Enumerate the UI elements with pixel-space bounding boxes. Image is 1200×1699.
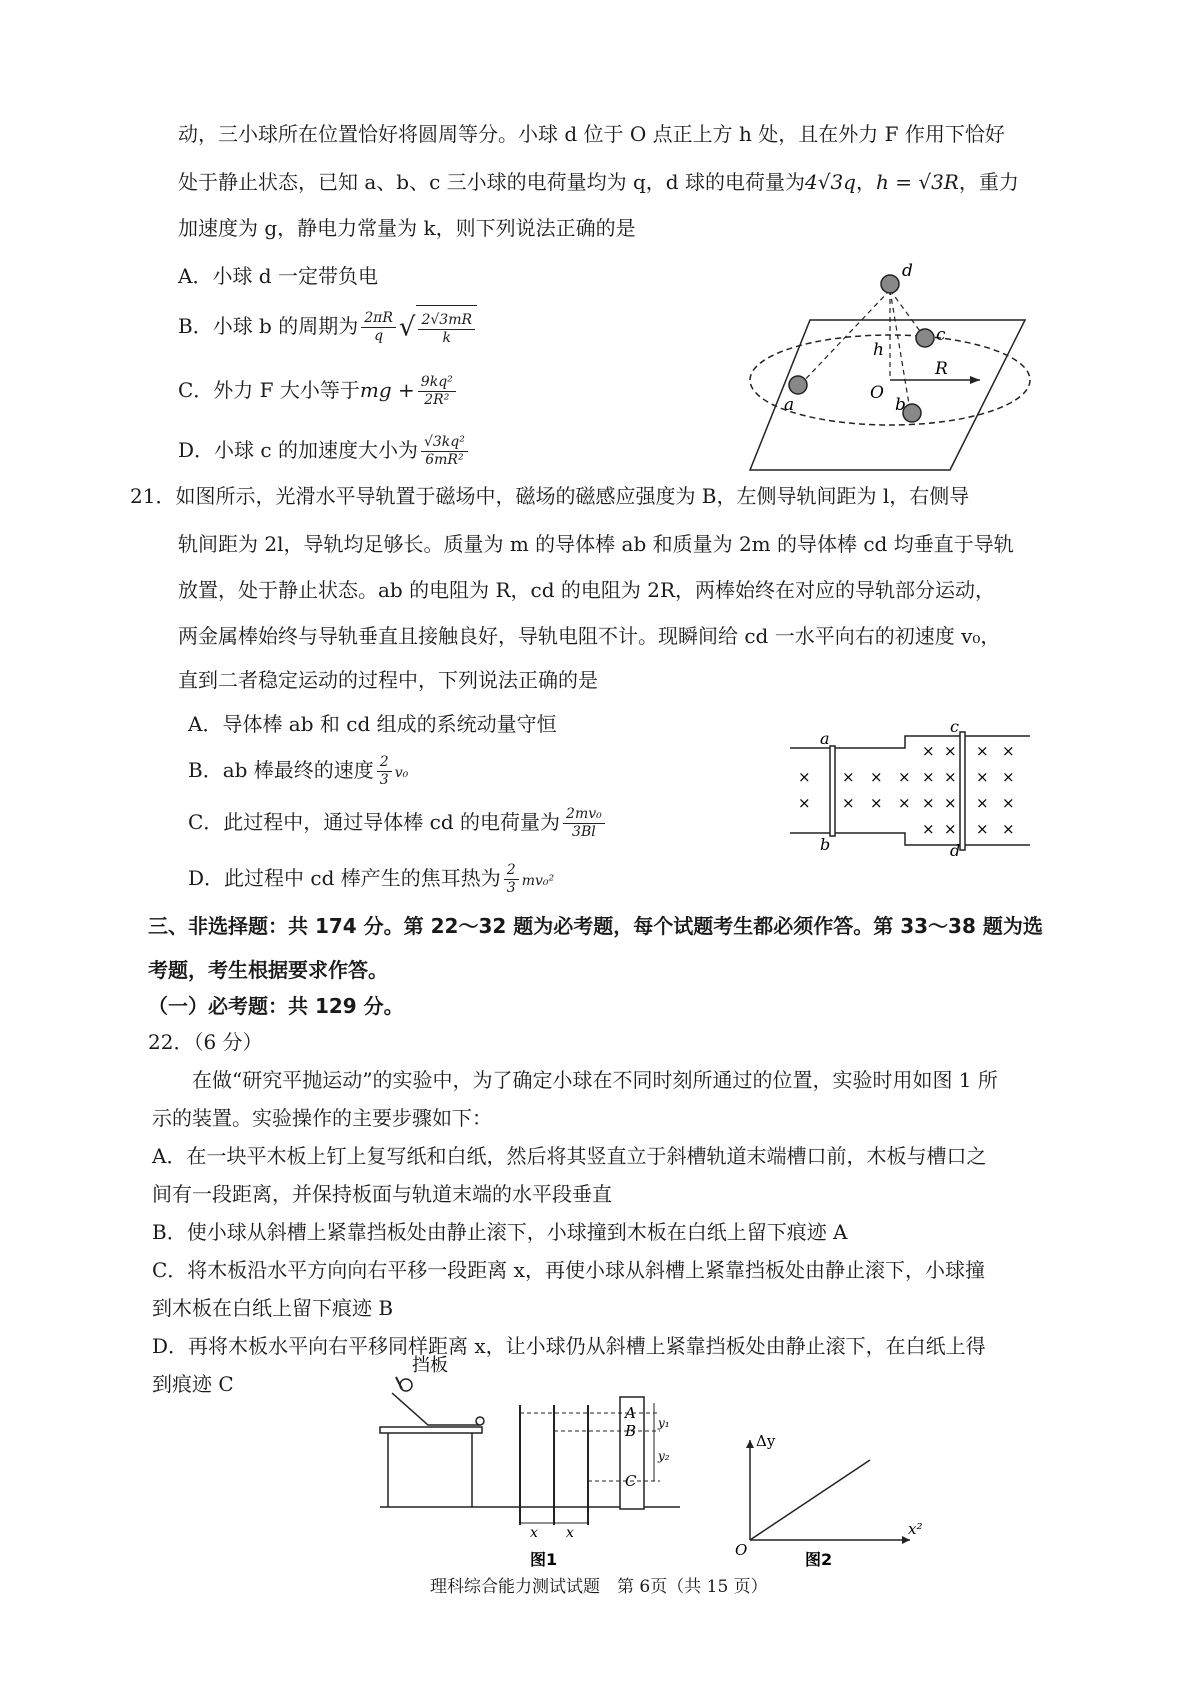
q22-step-c-line2: 到木板在白纸上留下痕迹 B <box>152 1296 394 1320</box>
q21-option-b-v0: v₀ <box>394 765 409 781</box>
ball <box>400 1379 412 1391</box>
label-A: A <box>625 1404 636 1422</box>
q22-figure2-graph <box>730 1430 930 1570</box>
frac-den: 3Bl <box>572 824 596 840</box>
q21-option-c <box>188 800 608 844</box>
field-mark: × <box>1002 768 1015 786</box>
section3-heading-line1: 三、非选择题：共 174 分。第 22～32 题为必考题，每个试题考生都必须作答。第 33～38 题为选 <box>148 914 1043 938</box>
frac-den: 2R² <box>424 392 450 408</box>
q20-option-c-text: C．外力 F 大小等于 <box>178 378 360 402</box>
section3-heading-line2: 考题，考生根据要求作答。 <box>148 958 388 982</box>
sphere-a <box>789 376 807 394</box>
field-mark: × <box>842 768 855 786</box>
q21-option-d-text: D．此过程中 cd 棒产生的焦耳热为 <box>188 866 501 890</box>
field-mark: × <box>798 794 811 812</box>
q21-option-c-fraction <box>563 806 605 841</box>
field-mark: × <box>976 742 989 760</box>
frac-num: √3kq² <box>421 434 468 452</box>
sphere-d <box>881 275 899 293</box>
q20-charge-d: 4√3q <box>804 170 856 194</box>
q20-option-b-text: B．小球 b 的周期为 <box>178 314 359 338</box>
q22-figure1-apparatus <box>380 1355 720 1570</box>
q20-height-h: h = √3R <box>875 170 959 194</box>
frac-den: q <box>374 328 384 344</box>
q20-option-d-text: D．小球 c 的加速度大小为 <box>178 438 418 462</box>
label-x1: x <box>530 1525 538 1541</box>
q21-line4: 两金属棒始终与导轨垂直且接触良好，导轨电阻不计。现瞬间给 cd 一水平向右的初速度 v₀， <box>178 624 1001 648</box>
q21-line1: 21．如图所示，光滑水平导轨置于磁场中，磁场的磁感应强度为 B，左侧导轨间距为 l，右侧导 <box>130 484 970 508</box>
q21-option-a: A．导体棒 ab 和 cd 组成的系统动量守恒 <box>188 712 557 736</box>
q21-option-c-text: C．此过程中，通过导体棒 cd 的电荷量为 <box>188 810 561 834</box>
line-d-b <box>890 290 910 410</box>
q20-option-c-mg: mg + <box>359 378 415 402</box>
q20-option-a: A．小球 d 一定带负电 <box>178 264 378 288</box>
q21-option-d-mv0: mv₀² <box>521 873 555 889</box>
label-C: C <box>625 1472 637 1490</box>
label-d: d <box>902 261 913 281</box>
field-mark: × <box>944 768 957 786</box>
label-R: R <box>935 359 948 379</box>
frac-den: k <box>442 330 451 346</box>
field-mark: × <box>1002 742 1015 760</box>
proportional-line <box>750 1460 870 1540</box>
table-top <box>380 1427 482 1433</box>
sqrt-sign: √ <box>398 312 416 343</box>
figure1-caption: 图1 <box>530 1550 558 1569</box>
q20-option-d <box>178 428 471 472</box>
frac-den: 3 <box>506 880 516 896</box>
field-mark: × <box>944 794 957 812</box>
q21-line5: 直到二者稳定运动的过程中，下列说法正确的是 <box>178 668 598 692</box>
q21-option-b <box>188 748 408 795</box>
q22-step-d-line2: 到痕迹 C <box>152 1372 234 1396</box>
q20-stem-line3: 加速度为 g，静电力常量为 k，则下列说法正确的是 <box>178 216 636 240</box>
field-mark: × <box>976 794 989 812</box>
field-mark: × <box>798 768 811 786</box>
figure2-caption: 图2 <box>805 1550 833 1569</box>
q20-option-c <box>178 368 459 412</box>
frac-den: 3 <box>379 772 389 788</box>
q22-para-line1: 在做“研究平抛运动”的实验中，为了确定小球在不同时刻所通过的位置，实验时用如图 1 所 <box>192 1068 998 1092</box>
q22-step-a-line1: A．在一块平木板上钉上复写纸和白纸，然后将其竖直立于斜槽轨道末端槽口前，木板与槽口之 <box>152 1144 987 1168</box>
q20-option-b-fraction1 <box>361 310 396 345</box>
q20-stem-line2-end: ，重力 <box>958 170 1019 194</box>
field-mark: × <box>922 768 935 786</box>
page-footer: 理科综合能力测试试题 第 6页（共 15 页） <box>430 1577 768 1597</box>
q21-line3: 放置，处于静止状态。ab 的电阻为 R，cd 的电阻为 2R，两棒始终在对应的导轨部分运动， <box>178 578 996 602</box>
q21-rails-figure <box>780 717 1040 860</box>
q22-heading: 22．（6 分） <box>148 1030 263 1054</box>
label-y2: y₂ <box>658 1449 670 1463</box>
q21-option-b-text: B．ab 棒最终的速度 <box>188 758 374 782</box>
label-B: B <box>625 1422 637 1440</box>
label-a: a <box>820 729 830 748</box>
chute-end <box>476 1417 484 1425</box>
field-mark: × <box>944 742 957 760</box>
q20-stem-line1: 动，三小球所在位置恰好将圆周等分。小球 d 位于 O 点正上方 h 处，且在外力 F 作用下恰好 <box>178 122 1005 146</box>
field-mark: × <box>976 768 989 786</box>
y-axis-arrowhead <box>746 1440 754 1448</box>
field-mark: × <box>922 742 935 760</box>
frac-num: 9kq² <box>418 374 456 392</box>
frac-den: 6mR² <box>425 452 464 468</box>
q20-stem-line2: 处于静止状态，已知 a、b、c 三小球的电荷量均为 q，d 球的电荷量为4√3q，h = √3R，重力 <box>178 170 1019 194</box>
chute <box>392 1393 480 1425</box>
field-mark: × <box>870 768 883 786</box>
frac-num: 2√3mR <box>418 312 475 330</box>
field-mark: × <box>944 820 957 838</box>
label-x2: x <box>566 1525 574 1541</box>
label-d: d <box>950 841 961 860</box>
label-y1: y₁ <box>658 1416 670 1430</box>
line-d-a <box>800 290 890 385</box>
frac-num: 2mv₀ <box>563 806 605 824</box>
q22-step-a-line2: 间有一段距离，并保持板面与轨道末端的水平段垂直 <box>152 1182 612 1206</box>
y-axis-label: Δy <box>756 1432 776 1450</box>
field-mark: × <box>922 820 935 838</box>
q20-option-d-fraction <box>421 434 468 469</box>
frac-num: 2 <box>377 754 392 772</box>
q22-step-b: B．使小球从斜槽上紧靠挡板处由静止滚下，小球撞到木板在白纸上留下痕迹 A <box>152 1220 848 1244</box>
label-baffle: 挡板 <box>412 1355 448 1376</box>
label-O: O <box>870 383 884 403</box>
rod-ab <box>830 746 835 836</box>
label-c: c <box>936 325 946 345</box>
q20-charged-spheres-figure <box>740 261 1030 480</box>
label-b: b <box>820 835 831 854</box>
label-c: c <box>950 717 959 736</box>
q20-option-c-fraction <box>418 374 456 409</box>
field-mark: × <box>976 820 989 838</box>
q22-para-line2: 示的装置。实验操作的主要步骤如下： <box>152 1106 492 1130</box>
field-mark: × <box>1002 794 1015 812</box>
origin-label: O <box>735 1541 748 1559</box>
q20-option-b-sqrt <box>416 305 477 350</box>
label-h: h <box>873 340 884 360</box>
field-mark: × <box>898 768 911 786</box>
sphere-c <box>916 329 934 347</box>
section3-subheading: （一）必考题：共 129 分。 <box>148 994 404 1018</box>
label-a: a <box>784 395 795 415</box>
label-b: b <box>895 395 906 415</box>
radius-arrowhead <box>970 376 980 384</box>
field-mark: × <box>842 794 855 812</box>
q22-step-d-line1: D．再将木板水平向右平移同样距离 x，让小球仍从斜槽上紧靠挡板处由静止滚下，在白纸上得 <box>152 1334 986 1358</box>
q22-step-c-line1: C．将木板沿水平方向向右平移一段距离 x，再使小球从斜槽上紧靠挡板处由静止滚下，小球撞 <box>152 1258 985 1282</box>
q20-stem-line2-text: 处于静止状态，已知 a、b、c 三小球的电荷量均为 q，d 球的电荷量为 <box>178 170 805 194</box>
q21-line2: 轨间距为 2l，导轨均足够长。质量为 m 的导体棒 ab 和质量为 2m 的导体棒 cd 均垂直于导轨 <box>178 532 1014 556</box>
frac-num: 2 <box>504 862 519 880</box>
field-mark: × <box>898 794 911 812</box>
field-mark: × <box>1002 820 1015 838</box>
q21-option-b-fraction <box>377 754 392 789</box>
x-axis-label: x² <box>908 1520 923 1538</box>
q21-option-d <box>188 856 554 903</box>
q21-option-d-fraction <box>504 862 519 897</box>
frac-num: 2πR <box>361 310 396 328</box>
rod-cd <box>960 732 965 850</box>
field-mark: × <box>922 794 935 812</box>
field-mark: × <box>870 794 883 812</box>
q20-option-b <box>178 304 477 350</box>
